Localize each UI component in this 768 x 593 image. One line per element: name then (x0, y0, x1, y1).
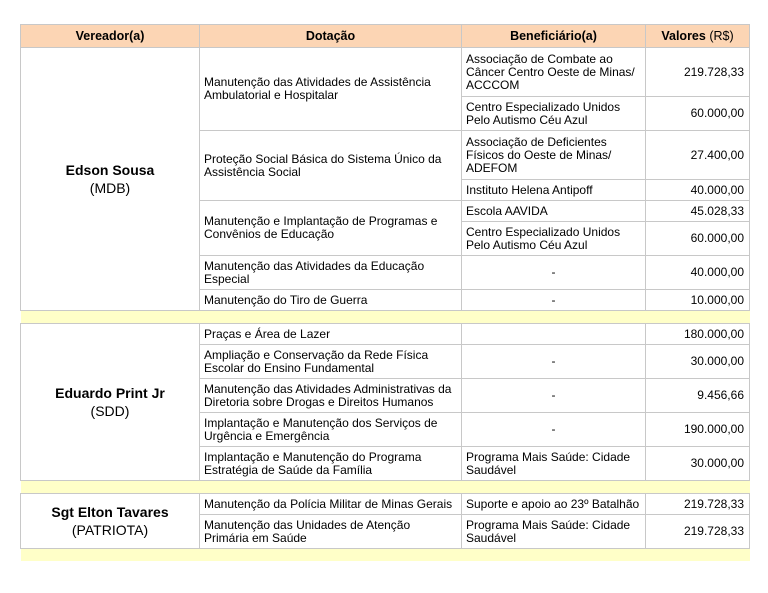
vereador-party: (PATRIOTA) (71, 522, 149, 538)
dotacao-cell: Manutenção da Polícia Militar de Minas Gerais (200, 494, 462, 515)
valor-cell: 219.728,33 (646, 494, 750, 515)
separator-cell (21, 481, 750, 494)
valor-cell: 10.000,00 (646, 290, 750, 311)
dotacao-cell: Proteção Social Básica do Sistema Único da Assistência Social (200, 131, 462, 201)
valor-cell: 180.000,00 (646, 324, 750, 345)
group-separator (21, 481, 750, 494)
beneficiario-cell: - (462, 256, 646, 290)
dotacao-cell: Manutenção das Atividades de Assistência Ambulatorial e Hospitalar (200, 48, 462, 131)
dotacao-cell: Manutenção das Atividades da Educação Especial (200, 256, 462, 290)
beneficiario-cell (462, 324, 646, 345)
header-valores-unit: (R$) (709, 29, 734, 43)
beneficiario-cell: Suporte e apoio ao 23º Batalhão (462, 494, 646, 515)
beneficiario-cell: Programa Mais Saúde: Cidade Saudável (462, 515, 646, 549)
header-dotacao: Dotação (200, 25, 462, 48)
beneficiario-cell: Escola AAVIDA (462, 201, 646, 222)
group-separator (21, 311, 750, 324)
beneficiario-cell: - (462, 345, 646, 379)
beneficiario-cell: Instituto Helena Antipoff (462, 180, 646, 201)
vereador-cell (21, 494, 200, 549)
valor-cell: 9.456,66 (646, 379, 750, 413)
valor-cell: 45.028,33 (646, 201, 750, 222)
dotacao-cell: Ampliação e Conservação da Rede Física Escolar do Ensino Fundamental (200, 345, 462, 379)
table-row (21, 494, 750, 515)
vereador-party: (SDD) (90, 403, 130, 419)
valor-cell: 40.000,00 (646, 180, 750, 201)
vereador-name: Edson Sousa (65, 162, 155, 178)
separator-cell (21, 311, 750, 324)
beneficiario-cell: - (462, 413, 646, 447)
valor-cell: 219.728,33 (646, 48, 750, 97)
beneficiario-cell: - (462, 379, 646, 413)
valor-cell: 30.000,00 (646, 345, 750, 379)
vereador-cell (21, 324, 200, 481)
valor-cell: 60.000,00 (646, 97, 750, 131)
header-row (21, 25, 750, 48)
table-row (21, 324, 750, 345)
valor-cell: 190.000,00 (646, 413, 750, 447)
beneficiario-cell: Centro Especializado Unidos Pelo Autismo Céu Azul (462, 97, 646, 131)
dotacao-cell: Manutenção do Tiro de Guerra (200, 290, 462, 311)
beneficiario-cell: - (462, 290, 646, 311)
header-valores (646, 25, 750, 48)
dotacao-cell: Manutenção das Unidades de Atenção Primária em Saúde (200, 515, 462, 549)
dotacao-cell: Manutenção das Atividades Administrativas da Diretoria sobre Drogas e Direitos Humanos (200, 379, 462, 413)
dotacao-cell: Implantação e Manutenção do Programa Estratégia de Saúde da Família (200, 447, 462, 481)
vereador-cell (21, 48, 200, 311)
header-vereador: Vereador(a) (21, 25, 200, 48)
beneficiario-cell: Associação de Combate ao Câncer Centro Oeste de Minas/ ACCCOM (462, 48, 646, 97)
emendas-table (20, 24, 750, 561)
group-separator (21, 549, 750, 562)
beneficiario-cell: Programa Mais Saúde: Cidade Saudável (462, 447, 646, 481)
separator-cell (21, 549, 750, 562)
valor-cell: 60.000,00 (646, 222, 750, 256)
dotacao-cell: Manutenção e Implantação de Programas e Convênios de Educação (200, 201, 462, 256)
valor-cell: 30.000,00 (646, 447, 750, 481)
header-valores-label: Valores (661, 29, 706, 43)
beneficiario-cell: Associação de Deficientes Físicos do Oeste de Minas/ ADEFOM (462, 131, 646, 180)
table-row (21, 48, 750, 97)
beneficiario-cell: Centro Especializado Unidos Pelo Autismo Céu Azul (462, 222, 646, 256)
valor-cell: 219.728,33 (646, 515, 750, 549)
valor-cell: 27.400,00 (646, 131, 750, 180)
vereador-name: Eduardo Print Jr (55, 385, 165, 401)
dotacao-cell: Implantação e Manutenção dos Serviços de Urgência e Emergência (200, 413, 462, 447)
dotacao-cell: Praças e Área de Lazer (200, 324, 462, 345)
vereador-party: (MDB) (89, 180, 131, 196)
header-beneficiario: Beneficiário(a) (462, 25, 646, 48)
valor-cell: 40.000,00 (646, 256, 750, 290)
vereador-name: Sgt Elton Tavares (51, 504, 169, 520)
